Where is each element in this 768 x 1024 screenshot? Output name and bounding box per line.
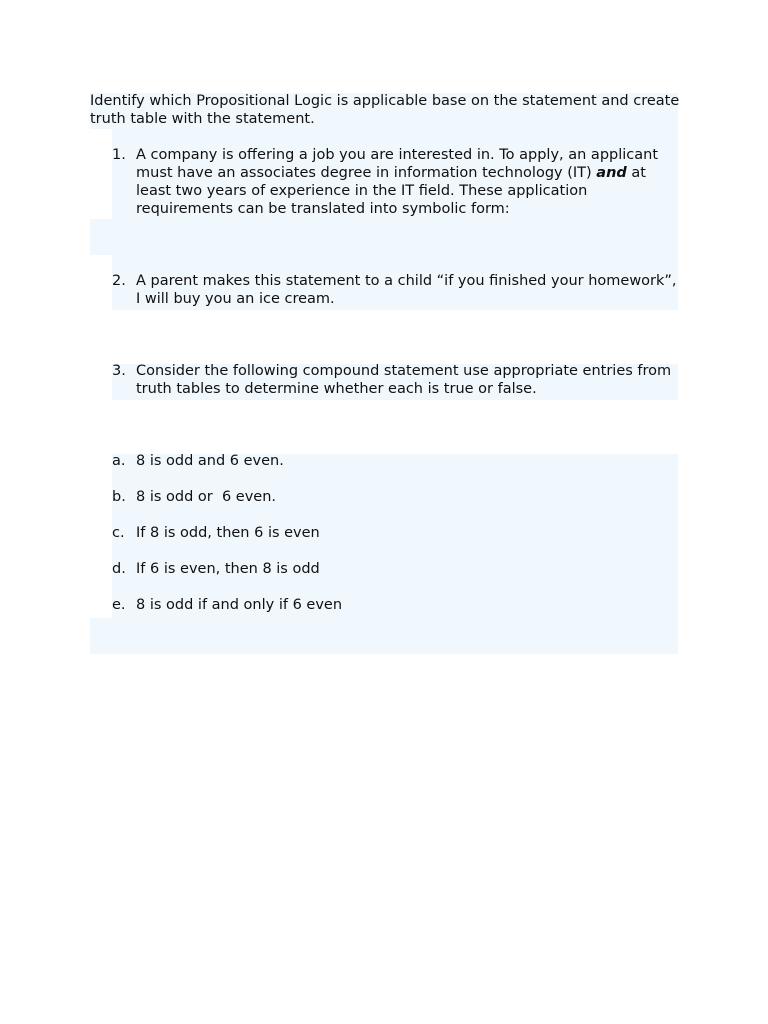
statement-e bbox=[90, 596, 680, 614]
statement-letter: b. bbox=[112, 489, 126, 505]
statement-letter: c. bbox=[112, 525, 125, 541]
question-number: 2. bbox=[112, 273, 126, 289]
question-text: at least two years of experience in the IT field. These application requirements can be translated into symbolic form: bbox=[136, 165, 646, 217]
statement-letter: a. bbox=[112, 453, 126, 469]
instructions-text: Identify which Propositional Logic is applicable base on the statement and create truth table with the statement. bbox=[90, 93, 680, 127]
question-number: 1. bbox=[112, 147, 126, 163]
statement-d bbox=[90, 560, 680, 578]
question-text: A parent makes this statement to a child “if you finished your homework”, I will buy you an ice cream. bbox=[136, 273, 677, 307]
question-text: A company is offering a job you are interested in. To apply, an applicant must have an associates degree in information technology (IT) bbox=[136, 147, 659, 181]
question-text: Consider the following compound statement use appropriate entries from truth tables to determine whether each is true or false. bbox=[136, 363, 672, 397]
question-3 bbox=[90, 362, 680, 398]
highlight-region bbox=[90, 618, 678, 654]
statement-text: 8 is odd and 6 even. bbox=[136, 453, 284, 469]
emphasis-and: and bbox=[596, 165, 627, 181]
document-body bbox=[90, 92, 680, 614]
statement-text: If 8 is odd, then 6 is even bbox=[136, 525, 320, 541]
statement-text: 8 is odd or 6 even. bbox=[136, 489, 277, 505]
statement-text: If 6 is even, then 8 is odd bbox=[136, 561, 320, 577]
statement-b bbox=[90, 488, 680, 506]
question-1 bbox=[90, 146, 680, 218]
question-2 bbox=[90, 272, 680, 308]
statement-a bbox=[90, 452, 680, 470]
statement-text: 8 is odd if and only if 6 even bbox=[136, 597, 343, 613]
statement-letter: e. bbox=[112, 597, 126, 613]
statement-letter: d. bbox=[112, 561, 126, 577]
question-number: 3. bbox=[112, 363, 126, 379]
statement-c bbox=[90, 524, 680, 542]
